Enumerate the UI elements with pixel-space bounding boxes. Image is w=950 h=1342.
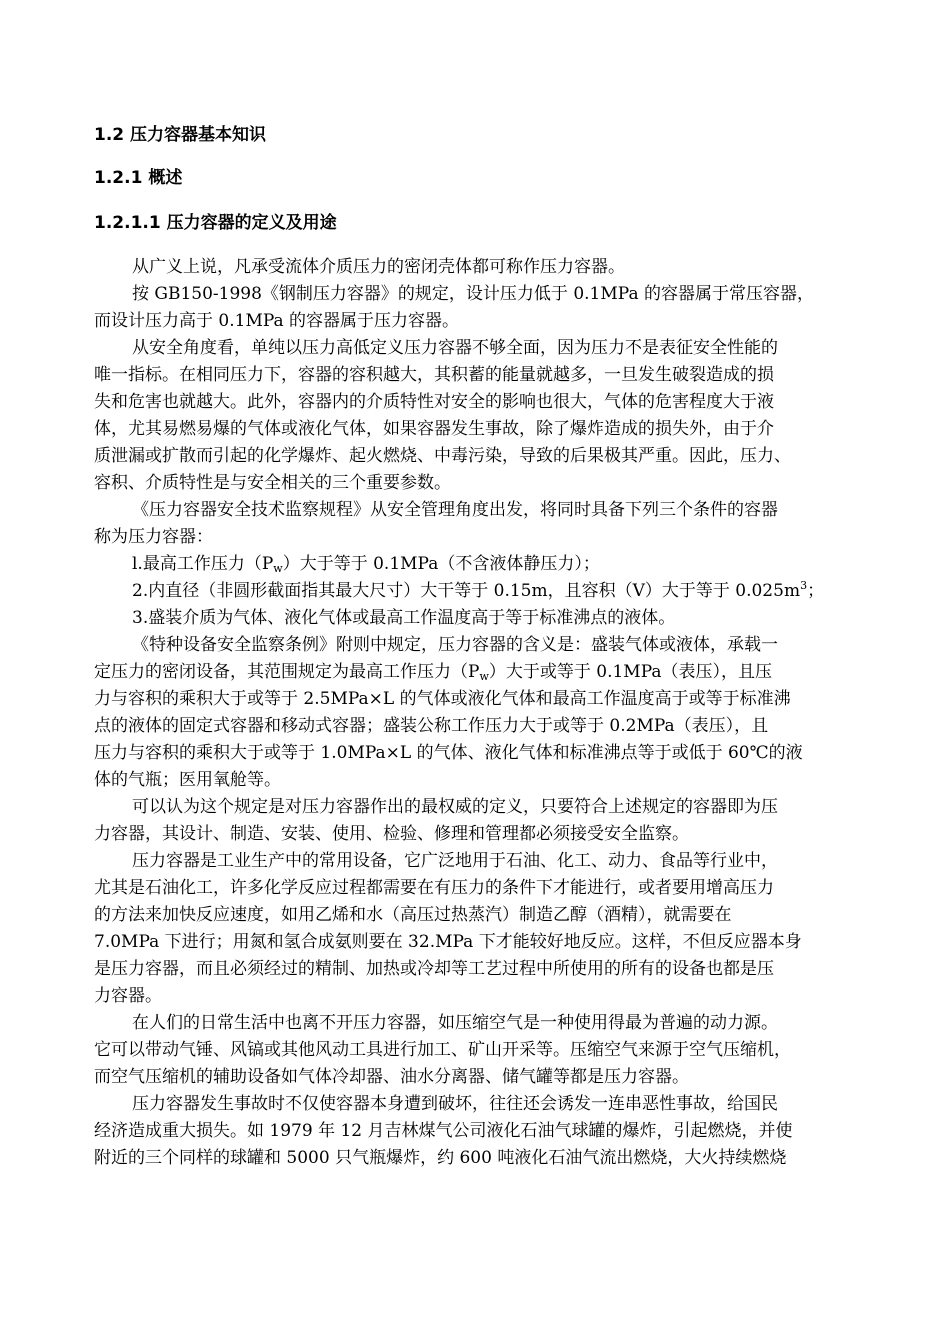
paragraph-line: 是压力容器，而且必须经过的精制、加热或冷却等工艺过程中所使用的所有的设备也都是压 (94, 959, 774, 979)
document-page (94, 120, 874, 1172)
paragraph-line: 点的液体的固定式容器和移动式容器；盛装公称工作压力大于或等于 0.2MPa（表压），且 (94, 716, 769, 736)
paragraph-line: 体，尤其易燃易爆的气体或液化气体，如果容器发生事故，除了爆炸造成的损失外，由于介 (94, 419, 774, 439)
paragraph-line: 容积、介质特性是与安全相关的三个重要参数。 (94, 473, 451, 493)
subscript: w (479, 670, 489, 683)
paragraph-line: 力容器，其设计、制造、安装、使用、检验、修理和管理都必须接受安全监察。 (94, 824, 689, 844)
paragraph-line: 力与容积的乘积大于或等于 2.5MPa×L 的气体或液化气体和最高工作温度高于或等于标准沸 (94, 689, 791, 709)
paragraph-line: 称为压力容器： (94, 527, 213, 547)
paragraph-line: 《特种设备安全监察条例》附则中规定，压力容器的含义是：盛装气体或液体，承载一 (132, 635, 778, 655)
paragraph-line: 附近的三个同样的球罐和 5000 只气瓶爆炸，约 600 吨液化石油气流出燃烧，大火持续燃烧 (94, 1148, 787, 1168)
section-heading: 1.2 压力容器基本知识 (94, 125, 267, 145)
paragraph-line: 力容器。 (94, 986, 162, 1006)
paragraph-line: 而设计压力高于 0.1MPa 的容器属于压力容器。 (94, 311, 460, 331)
condition-item-2 (94, 578, 874, 605)
subscript: w (273, 562, 283, 575)
paragraph-line: 压力容器发生事故时不仅使容器本身遭到破坏，往往还会诱发一连串恶性事故，给国民 (132, 1094, 778, 1114)
paragraph-line: 经济造成重大损失。如 1979 年 12 月吉林煤气公司液化石油气球罐的爆炸，引起燃烧，并使 (94, 1121, 793, 1141)
paragraph-line: 唯一指标。在相同压力下，容器的容积越大，其积蓄的能量就越多，一旦发生破裂造成的损 (94, 365, 774, 385)
paragraph-line (94, 659, 874, 686)
paragraph-line: 压力容器是工业生产中的常用设备，它广泛地用于石油、化工、动力、食品等行业中， (132, 851, 778, 871)
line-text: 定压力的密闭设备，其范围规定为最高工作压力（P (94, 662, 480, 682)
paragraph-line: 体的气瓶；医用氧舱等。 (94, 770, 281, 790)
paragraph-line: 在人们的日常生活中也离不开压力容器，如压缩空气是一种使用得最为普遍的动力源。 (132, 1013, 778, 1033)
subsection-heading: 1.2.1 概述 (94, 168, 183, 188)
subsubsection-heading: 1.2.1.1 压力容器的定义及用途 (94, 213, 337, 233)
superscript: 3 (800, 579, 808, 592)
paragraph-line: 压力与容积的乘积大于或等于 1.0MPa×L 的气体、液化气体和标准沸点等于或低于 60℃的液 (94, 743, 803, 763)
condition-text: ）大于等于 0.1MPa（不含液体静压力）； (282, 554, 600, 574)
paragraph-line: 它可以带动气锤、风镐或其他风动工具进行加工、矿山开采等。压缩空气来源于空气压缩机， (94, 1040, 791, 1060)
paragraph-line: 可以认为这个规定是对压力容器作出的最权威的定义，只要符合上述规定的容器即为压 (132, 797, 778, 817)
paragraph-line: 按 GB150-1998《钢制压力容器》的规定，设计压力低于 0.1MPa 的容器属于常压容器， (132, 284, 814, 304)
paragraph-line: 失和危害也就越大。此外，容器内的介质特性对安全的影响也很大，气体的危害程度大于液 (94, 392, 774, 412)
paragraph-line: 7.0MPa 下进行；用氮和氢合成氨则要在 32.MPa 下才能较好地反应。这样，不但反应器本身 (94, 932, 802, 952)
paragraph-line: 尤其是石油化工，许多化学反应过程都需要在有压力的条件下才能进行，或者要用增高压力 (94, 878, 774, 898)
line-text: ）大于或等于 0.1MPa（表压），且压 (488, 662, 773, 682)
condition-text: 2.内直径（非圆形截面指其最大尺寸）大干等于 0.15m，且容积（V）大于等于 0.025m (132, 581, 801, 601)
condition-item-1 (94, 551, 874, 578)
condition-text: l.最高工作压力（P (132, 554, 274, 574)
condition-item-3: 3.盛装介质为气体、液化气体或最高工作温度高于等于标准沸点的液体。 (132, 608, 676, 628)
paragraph-line: 从广义上说，凡承受流体介质压力的密闭壳体都可称作压力容器。 (132, 257, 625, 277)
condition-text: ； (807, 581, 825, 601)
paragraph-line: 质泄漏或扩散而引起的化学爆炸、起火燃烧、中毒污染，导致的后果极其严重。因此，压力、 (94, 446, 791, 466)
paragraph-line: 的方法来加快反应速度，如用乙烯和水（高压过热蒸汽）制造乙醇（酒精），就需要在 (94, 905, 732, 925)
paragraph-line: 而空气压缩机的辅助设备如气体冷却器、油水分离器、储气罐等都是压力容器。 (94, 1067, 689, 1087)
paragraph-line: 从安全角度看，单纯以压力高低定义压力容器不够全面，因为压力不是表征安全性能的 (132, 338, 778, 358)
paragraph-line: 《压力容器安全技术监察规程》从安全管理角度出发，将同时具备下列三个条件的容器 (132, 500, 778, 520)
